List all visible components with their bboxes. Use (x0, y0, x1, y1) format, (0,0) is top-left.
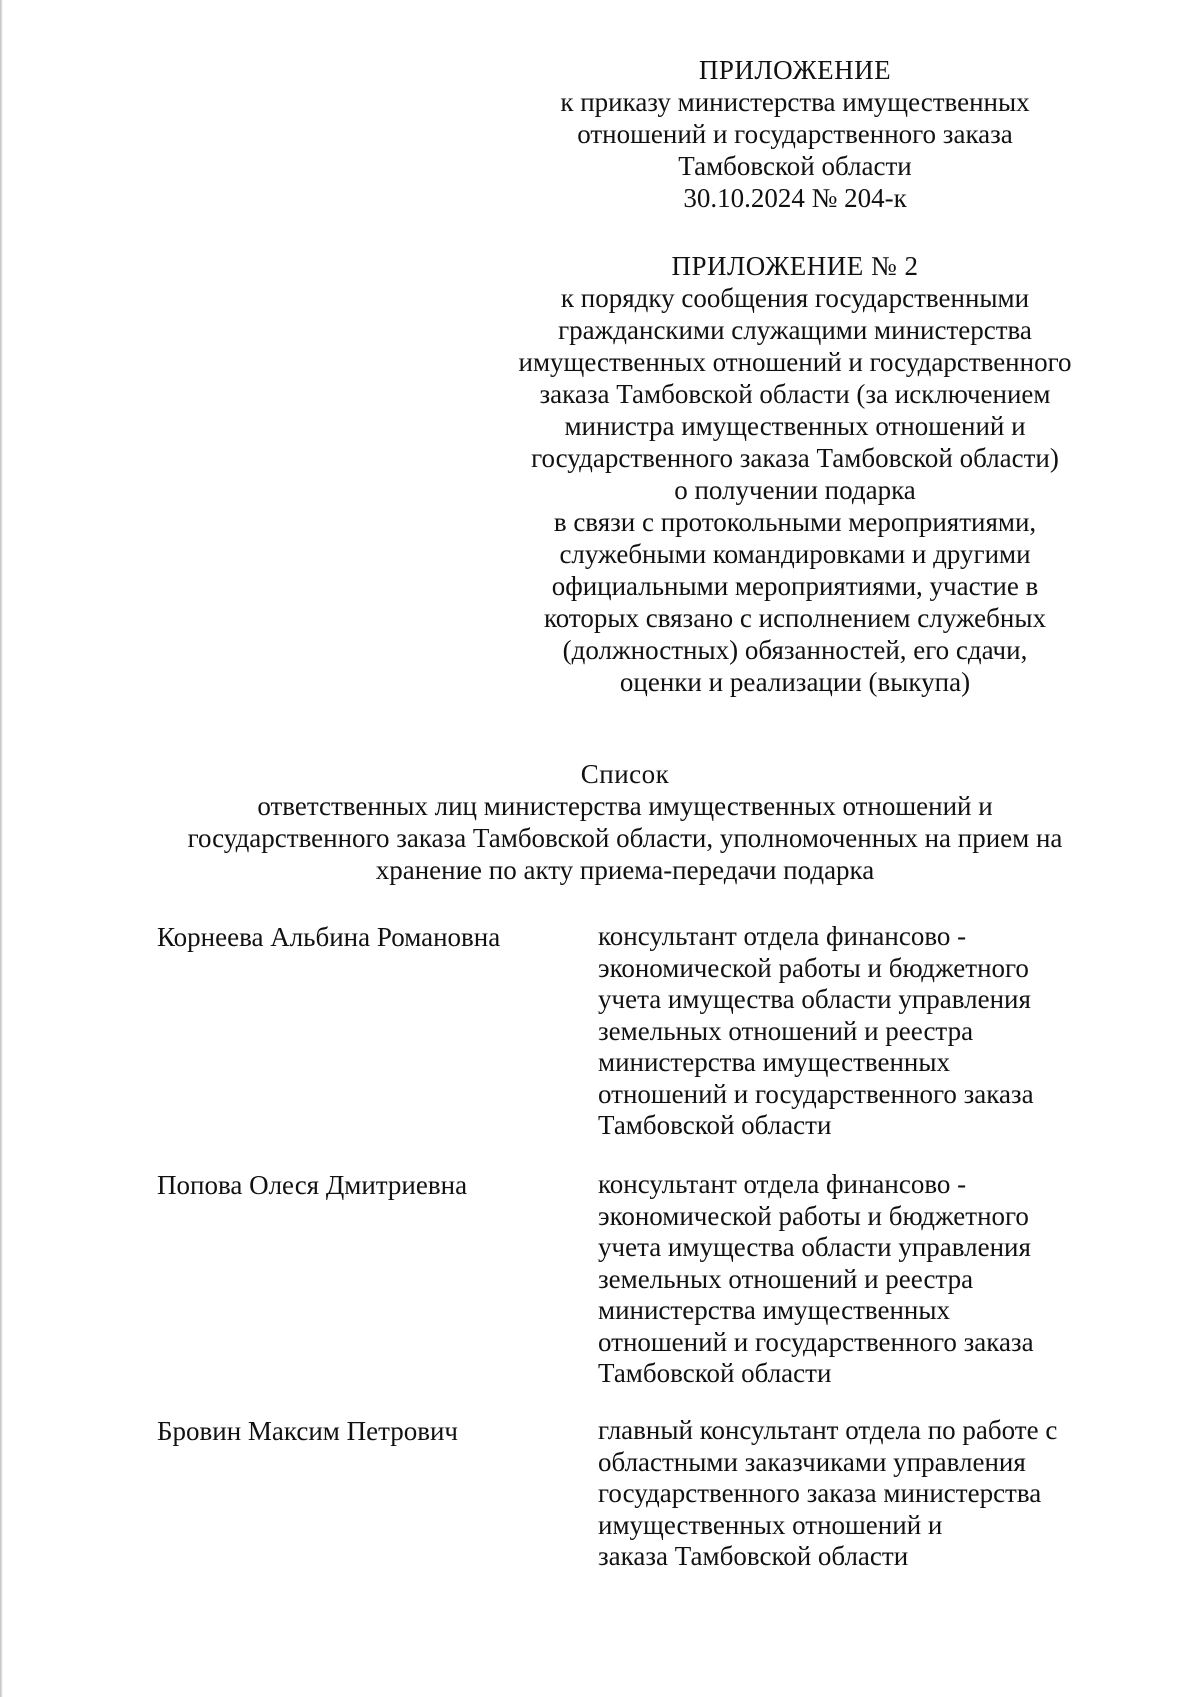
appendix-2-line: министра имущественных отношений и (564, 411, 1026, 441)
person-name: Попова Олеся Дмитриевна (157, 1170, 468, 1200)
position-line: заказа Тамбовской области (598, 1541, 909, 1571)
position-line: министерства имущественных (598, 1047, 950, 1077)
appendix-2-line: к порядку сообщения государственными (560, 283, 1030, 313)
appendix-2-title: ПРИЛОЖЕНИЕ № 2 (671, 251, 919, 281)
position-line: экономической работы и бюджетного (598, 1200, 1029, 1231)
position-line: министерства имущественных (598, 1295, 950, 1325)
position-line: консультант отдела финансово - (598, 921, 967, 951)
position-line: главный консультант отдела по работе с (598, 1415, 1058, 1445)
appendix-2-line: государственного заказа Тамбовской области) (531, 443, 1059, 473)
position-line: отношений и государственного заказа (598, 1326, 1034, 1357)
list-heading (120, 758, 1130, 886)
person-position (598, 1415, 1138, 1573)
position-line: учета имущества области управления (598, 984, 1031, 1014)
position-line: государственного заказа министерства (598, 1478, 1042, 1508)
appendix-2-line: оценки и реализации (выкупа) (619, 667, 971, 697)
appendix-2-line: официальными мероприятиями, участие в (551, 571, 1039, 601)
person-name: Бровин Максим Петрович (157, 1416, 458, 1446)
position-line: учета имущества области управления (598, 1232, 1031, 1262)
appendix-2-line: в связи с протокольными мероприятиями, (553, 507, 1037, 537)
appendix-line: к приказу министерства имущественных (560, 87, 1030, 117)
position-line: областными заказчиками управления (598, 1446, 1026, 1477)
position-line: Тамбовской области (598, 1110, 832, 1140)
person-position (598, 1169, 1138, 1390)
appendix-2-line: (должностных) обязанностей, его сдачи, (562, 635, 1028, 665)
position-line: земельных отношений и реестра (598, 1015, 974, 1046)
list-heading-line: ответственных лиц министерства имущественных отношений и (257, 791, 993, 821)
appendix-2-header (470, 250, 1120, 698)
appendix-line: отношений и государственного заказа (577, 119, 1013, 149)
position-line: экономической работы и бюджетного (598, 952, 1029, 983)
appendix-header (500, 54, 1090, 214)
position-line: имущественных отношений и (598, 1509, 943, 1540)
appendix-line: Тамбовской области (678, 151, 912, 181)
appendix-2-line: заказа Тамбовской области (за исключением (539, 379, 1051, 409)
appendix-2-line: гражданскими служащими министерства (558, 315, 1032, 345)
position-line: отношений и государственного заказа (598, 1078, 1034, 1109)
position-line: Тамбовской области (598, 1358, 832, 1388)
appendix-2-line: имущественных отношений и государственного (518, 347, 1072, 377)
position-line: консультант отдела финансово - (598, 1169, 967, 1199)
scan-edge (0, 0, 3, 1697)
list-heading-line: хранение по акту приема-передачи подарка (375, 855, 875, 885)
list-title: Список (580, 759, 670, 789)
appendix-2-line: о получении подарка (674, 475, 916, 505)
position-line: земельных отношений и реестра (598, 1263, 974, 1294)
person-position (598, 921, 1138, 1142)
appendix-2-line: служебными командировками и другими (559, 539, 1031, 569)
appendix-title: ПРИЛОЖЕНИЕ (698, 55, 892, 85)
appendix-2-line: которых связано с исполнением служебных (544, 603, 1046, 633)
appendix-order-date-number: 30.10.2024 № 204-к (683, 183, 907, 213)
list-heading-line: государственного заказа Тамбовской области, уполномоченных на прием на (187, 823, 1063, 853)
person-name: Корнеева Альбина Романовна (157, 922, 501, 952)
